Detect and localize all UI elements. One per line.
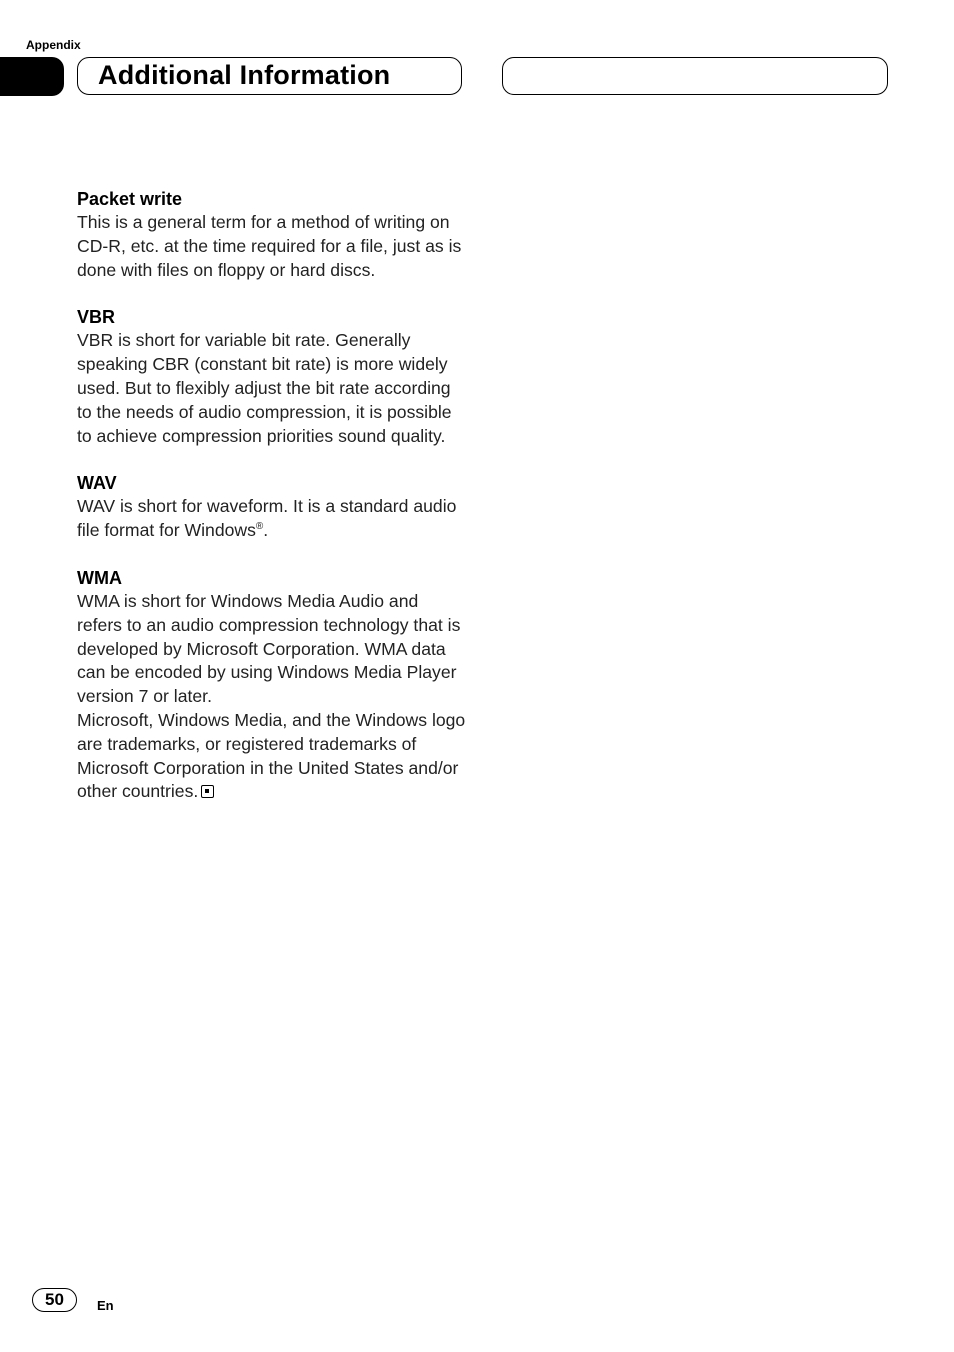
body-text: WAV is short for waveform. It is a standard audio file format for Windows: [77, 496, 457, 541]
section-body: VBR is short for variable bit rate. Generally speaking CBR (constant bit rate) is more widely used. But to flexibly adjust the bit rate according to the needs of audio compression, it is possible to achieve compression priorities sound quality.: [77, 330, 452, 446]
header-empty-box: [502, 57, 888, 95]
section-heading: VBR: [77, 307, 116, 328]
section-wav: [77, 471, 467, 543]
body-text-end: .: [263, 520, 269, 541]
trademark-text: Microsoft, Windows Media, and the Windows logo are trademarks, or registered trademarks of Microsoft Corporation in the United States and/or other countries.: [77, 709, 466, 802]
page-title: Additional Information: [98, 60, 391, 90]
section-body-trademark: [77, 709, 467, 804]
section-heading: WMA: [77, 567, 122, 588]
chapter-tab: [0, 57, 64, 96]
page-number: 50: [32, 1288, 77, 1312]
language-code: En: [97, 1298, 114, 1313]
section-vbr: [77, 305, 467, 448]
main-content: [77, 187, 467, 827]
section-label: Appendix: [26, 38, 81, 52]
section-packet-write: [77, 187, 467, 282]
section-wma: [77, 566, 467, 804]
section-end-icon: [201, 785, 214, 798]
section-heading: Packet write: [77, 189, 183, 209]
section-body: This is a general term for a method of writing on CD-R, etc. at the time required for a file, just as is done with files on floppy or hard discs.: [77, 212, 462, 280]
section-body: WMA is short for Windows Media Audio and refers to an audio compression technology that is developed by Microsoft Corporation. WMA data can be encoded by using Windows Media Player version 7 or later.: [77, 590, 461, 707]
title-box: [77, 57, 462, 95]
registered-mark: ®: [255, 521, 264, 533]
section-body: [77, 495, 467, 543]
section-heading: WAV: [77, 473, 117, 494]
